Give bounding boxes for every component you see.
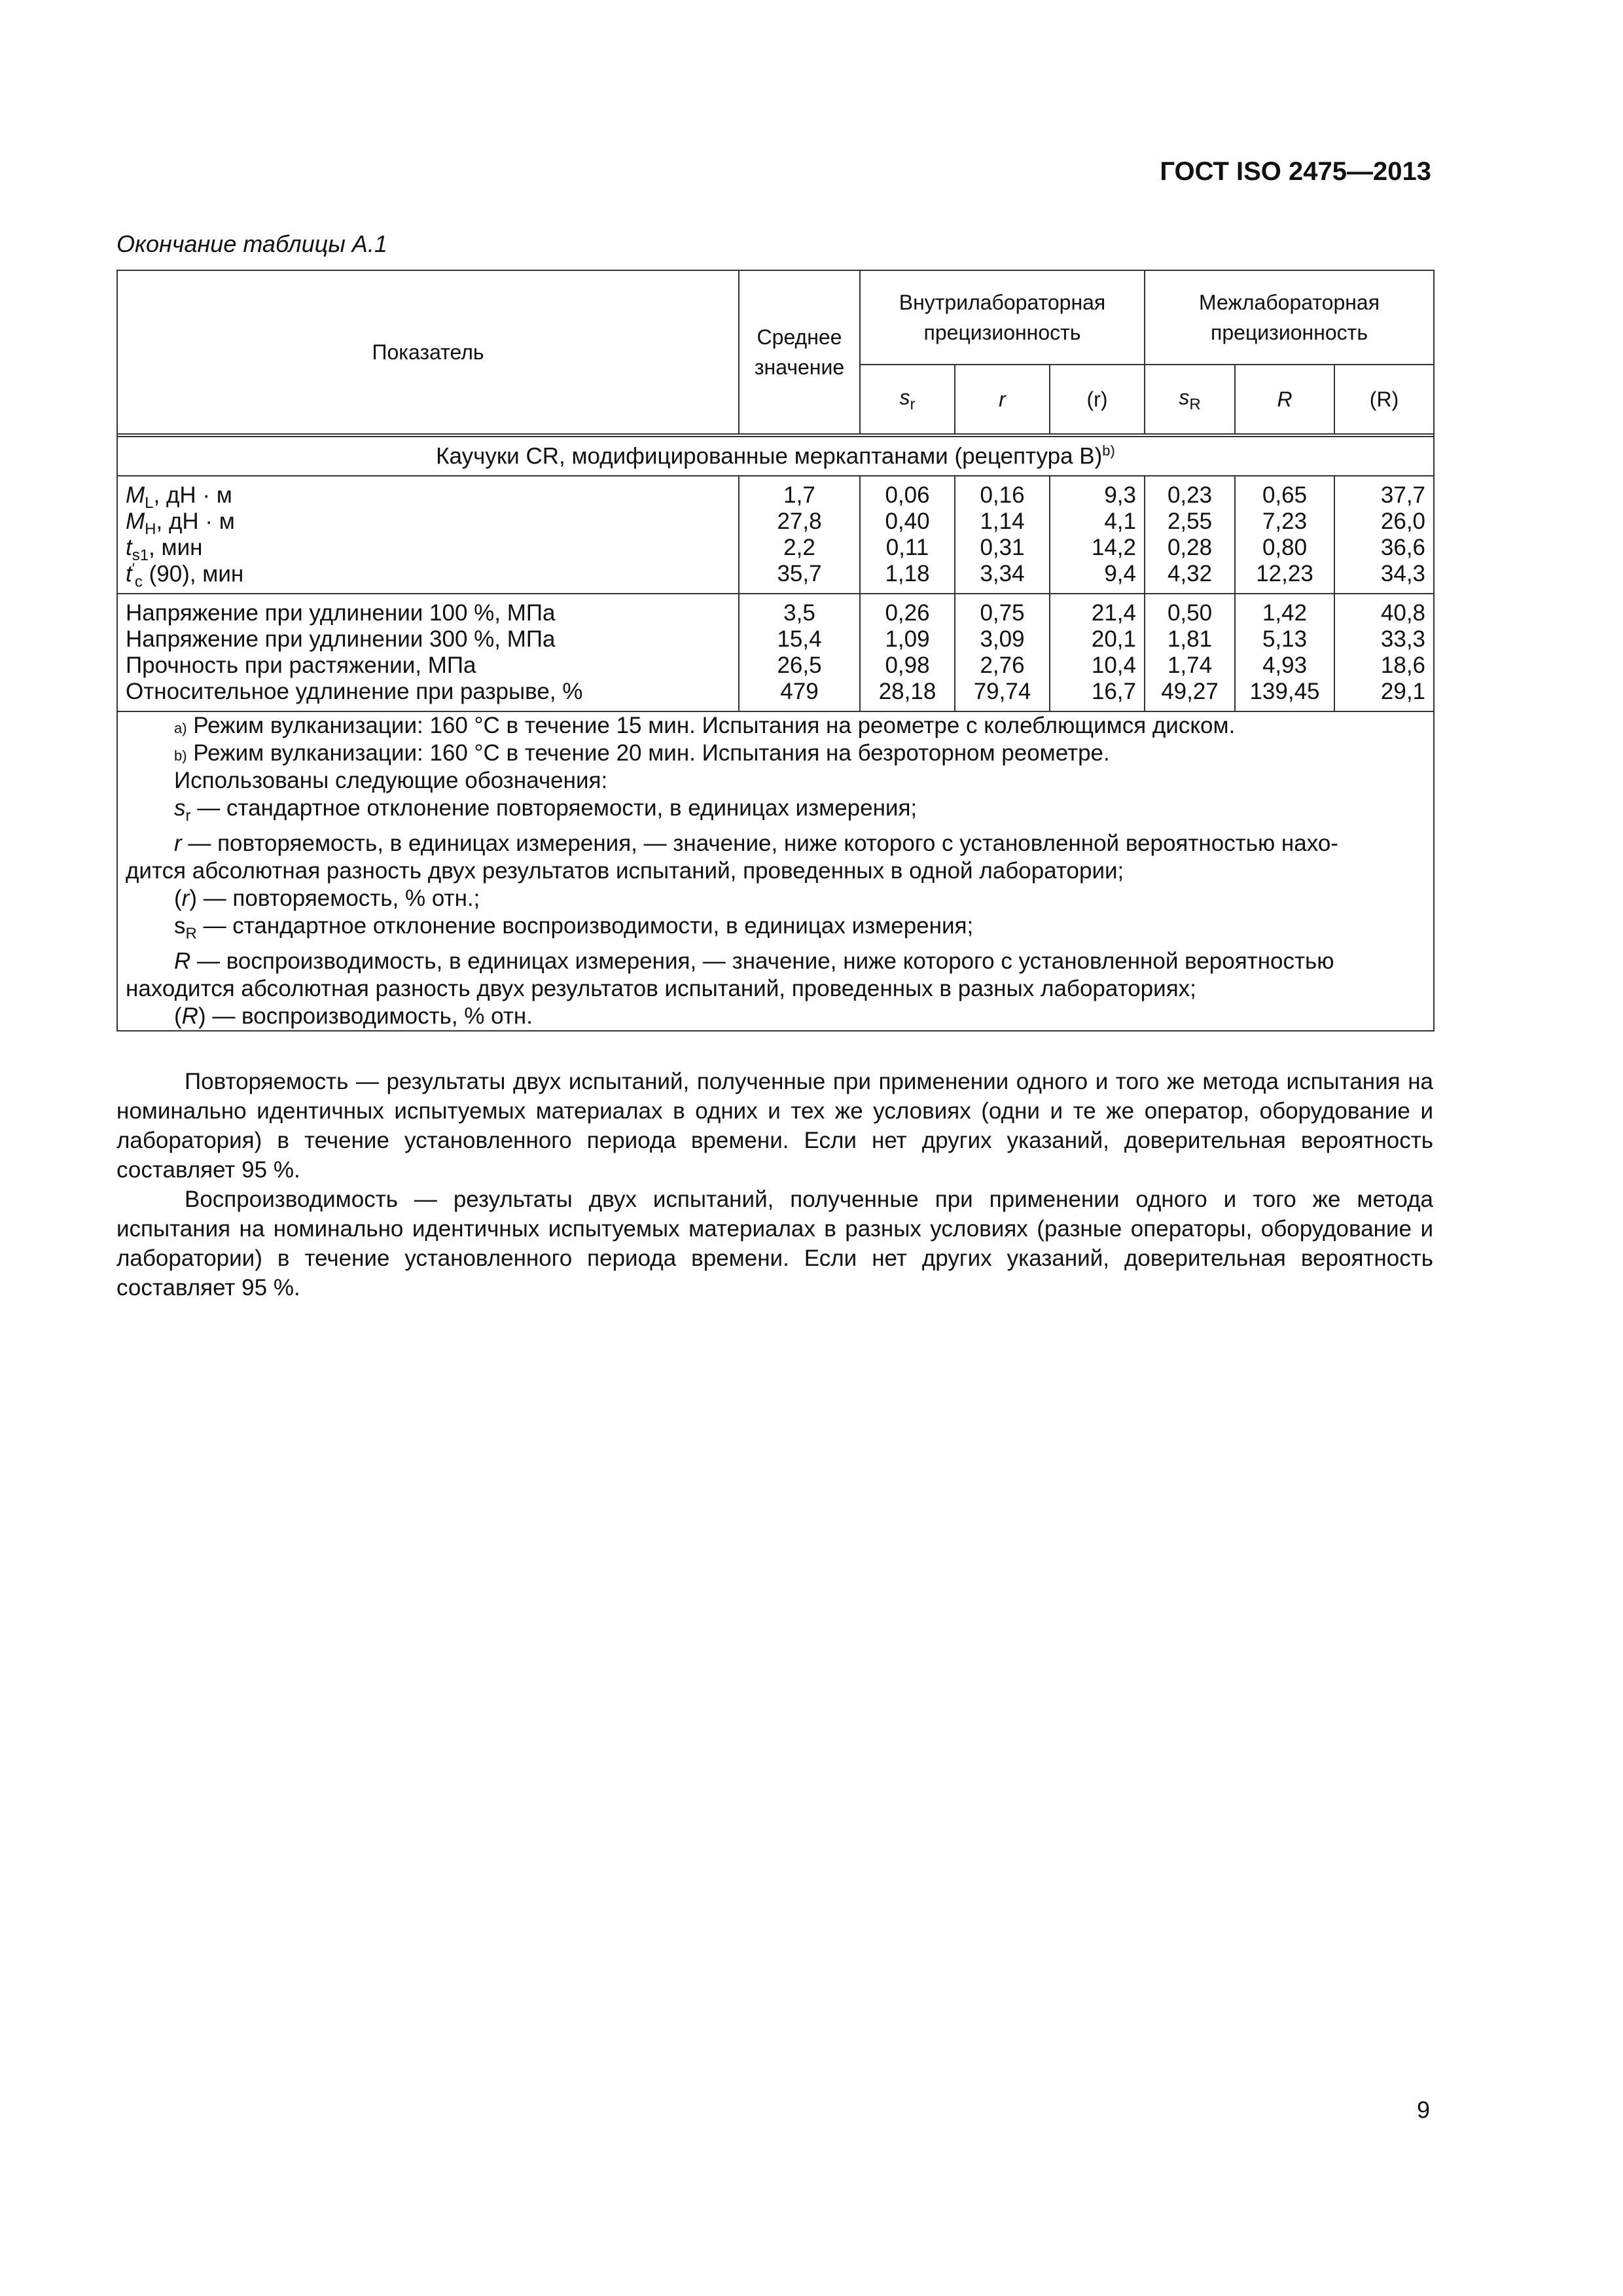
header-mean: Среднее значение [739, 270, 860, 434]
page-number: 9 [1416, 2096, 1430, 2123]
header-r: r [955, 365, 1050, 434]
header-indicator: Показатель [117, 270, 739, 434]
group1-R-value: 12,23 [1256, 561, 1313, 586]
group2-r-value: 3,09 [980, 626, 1025, 652]
group1-mean-value: 27,8 [777, 509, 822, 534]
group2-sR-value: 49,27 [1161, 679, 1219, 704]
group2-r-value: 79,74 [973, 679, 1031, 704]
group2-sR [1145, 594, 1235, 711]
group2-sr-value: 0,98 [885, 653, 930, 678]
header-sR: $s_R$ [1145, 365, 1235, 434]
notation-r-cont: дится абсолютная разность двух результатов испытаний, проведенных в одной лаборатории; [126, 858, 1124, 884]
group2-mean-value: 26,5 [777, 653, 822, 678]
group1-R [1235, 476, 1334, 594]
header-R-rel: (R) [1334, 365, 1434, 434]
group1-r_rel-value: 4,1 [1104, 509, 1136, 534]
group2-R-rel [1334, 594, 1434, 711]
footnote-b: $^{b)}$ Режим вулканизации: 160 °С в течение 20 мин. Испытания на безроторном реометре. [174, 740, 1110, 766]
group2-R [1235, 594, 1334, 711]
group1-r-value: 1,14 [980, 509, 1025, 534]
table-row-group-2 [117, 594, 1434, 711]
paragraph-reproducibility: Воспроизводимость — результаты двух испытаний, полученные при применении одного и того же метода испытания на номинально идентичных испытуемых материалах в разных условиях (разные операторы, оборудование и лаборатории) в течение установленного периода времени. Если нет других указаний, доверительная вероятность составляет 95 %. [116, 1187, 1433, 1300]
group1-R-value: 0,65 [1262, 482, 1308, 508]
group1-sr-value: 0,40 [885, 509, 930, 534]
group1-r [955, 476, 1050, 594]
notation-intro: Использованы следующие обозначения: [174, 768, 608, 793]
header-R: R [1235, 365, 1334, 434]
notation-sr: $s_r$ — стандартное отклонение повторяемости, в единицах измерения; [174, 795, 918, 825]
group1-R-rel [1334, 476, 1434, 594]
group1-sr-value: 0,11 [885, 535, 929, 560]
notation-r-rel: (r) — повторяемость, % отн.; [174, 886, 480, 911]
group2-sR-value: 1,74 [1167, 653, 1213, 678]
group2-R_rel-value: 40,8 [1380, 600, 1426, 626]
group2-r_rel-value: 20,1 [1091, 626, 1136, 652]
document-code: ГОСТ ISO 2475—2013 [1160, 157, 1431, 186]
group2-r-rel [1050, 594, 1145, 711]
name-ml: $M_L$, дН · м [126, 482, 232, 512]
group1-R_rel-value: 34,3 [1380, 561, 1426, 586]
group1-R-value: 0,80 [1262, 535, 1308, 560]
group1-R_rel-value: 26,0 [1380, 509, 1426, 534]
group1-names [117, 476, 739, 594]
group2-sr-value: 0,26 [885, 600, 930, 626]
table-row-group-1 [117, 476, 1434, 594]
group1-r-value: 3,34 [980, 561, 1025, 586]
group1-r_rel-value: 9,4 [1104, 561, 1136, 586]
group1-sr-value: 0,06 [885, 482, 930, 508]
group2-R-value: 5,13 [1262, 626, 1308, 652]
header-within-lab: Внутрилабораторная прецизионность [860, 270, 1145, 365]
group2-r-value: 2,76 [980, 653, 1025, 678]
group1-r-value: 0,31 [980, 535, 1025, 560]
group2-names: Напряжение при удлинении 100 %, МПа Напряжение при удлинении 300 %, МПа Прочность при растяжении, МПа Относительное удлинение при разрыве, % [117, 594, 739, 711]
footnote-a: $^{a)}$ Режим вулканизации: 160 °С в течение 15 мин. Испытания на реометре с колеблющимся диском. [174, 713, 1236, 738]
paragraph-repeatability: Повторяемость — результаты двух испытаний, полученные при применении одного и того же метода испытания на номинально идентичных испытуемых материалах в одних и тех же условиях (одни и те же оператор, оборудование и лаборатория) в течение установленного периода времени. Если нет других указаний, доверительная вероятность составляет 95 %. [116, 1069, 1433, 1183]
group1-sR-value: 0,28 [1167, 535, 1213, 560]
group2-sr-value: 1,09 [885, 626, 930, 652]
name-tc90: $t'_c$ (90), мин [126, 560, 244, 591]
group2-sr-value: 28,18 [878, 679, 936, 704]
header-sr: $s_r$ [860, 365, 955, 434]
group2-mean [739, 594, 860, 711]
group2-r-value: 0,75 [980, 600, 1025, 626]
group2-r [955, 594, 1050, 711]
group2-mean-value: 479 [780, 679, 819, 704]
group1-r_rel-value: 14,2 [1091, 535, 1136, 560]
notation-R-rel: (R) — воспроизводимость, % отн. [174, 1003, 533, 1029]
group2-sR-value: 1,81 [1167, 626, 1213, 652]
group2-r_rel-value: 21,4 [1091, 600, 1136, 626]
notation-r: r — повторяемость, в единицах измерения, — значение, ниже которого с установленной вероятностью нахо- [174, 831, 1338, 856]
group2-r_rel-value: 10,4 [1091, 653, 1136, 678]
section-title: Каучуки CR, модифицированные меркаптанами (рецептура В)$^{b)}$ [117, 437, 1434, 476]
group1-sr [860, 476, 955, 594]
table-notes [117, 711, 1434, 1031]
group1-sr-value: 1,18 [885, 561, 930, 586]
group2-r_rel-value: 16,7 [1091, 679, 1136, 704]
group1-r-rel [1050, 476, 1145, 594]
body-text [116, 1067, 1433, 1302]
group1-R_rel-value: 36,6 [1380, 535, 1426, 560]
group1-r_rel-value: 9,3 [1104, 482, 1136, 508]
group1-R_rel-value: 37,7 [1380, 482, 1426, 508]
group1-R-value: 7,23 [1262, 509, 1308, 534]
group2-sR-value: 0,50 [1167, 600, 1213, 626]
group2-mean-value: 15,4 [777, 626, 822, 652]
group2-R_rel-value: 33,3 [1380, 626, 1426, 652]
precision-table [116, 270, 1435, 1031]
group2-R_rel-value: 18,6 [1380, 653, 1426, 678]
group2-R-value: 139,45 [1249, 679, 1320, 704]
group1-mean-value: 1,7 [783, 482, 815, 508]
group2-R_rel-value: 29,1 [1380, 679, 1426, 704]
group1-sR-value: 2,55 [1167, 509, 1213, 534]
group1-mean-value: 35,7 [777, 561, 822, 586]
group1-sR [1145, 476, 1235, 594]
notation-sR: $s_R$ — стандартное отклонение воспроизводимости, в единицах измерения; [174, 913, 974, 942]
group1-mean [739, 476, 860, 594]
name-mh: $M_H$, дН · м [126, 509, 235, 538]
header-between-lab: Межлабораторная прецизионность [1145, 270, 1434, 365]
group2-mean-value: 3,5 [783, 600, 815, 626]
group2-R-value: 1,42 [1262, 600, 1308, 626]
group2-R-value: 4,93 [1262, 653, 1308, 678]
notation-R: R — воспроизводимость, в единицах измерения, — значение, ниже которого с установленной вероятностью [174, 948, 1334, 974]
notation-R-cont: находится абсолютная разность двух результатов испытаний, проведенных в разных лабораториях; [126, 976, 1196, 1001]
name-ts1: $t_{s1}$, мин [126, 535, 203, 564]
group2-sr [860, 594, 955, 711]
group1-sR-value: 0,23 [1167, 482, 1213, 508]
group1-mean-value: 2,2 [783, 535, 815, 560]
group1-sR-value: 4,32 [1167, 561, 1213, 586]
header-r-rel: (r) [1050, 365, 1145, 434]
group1-r-value: 0,16 [980, 482, 1025, 508]
table-caption: Окончание таблицы А.1 [116, 230, 387, 257]
